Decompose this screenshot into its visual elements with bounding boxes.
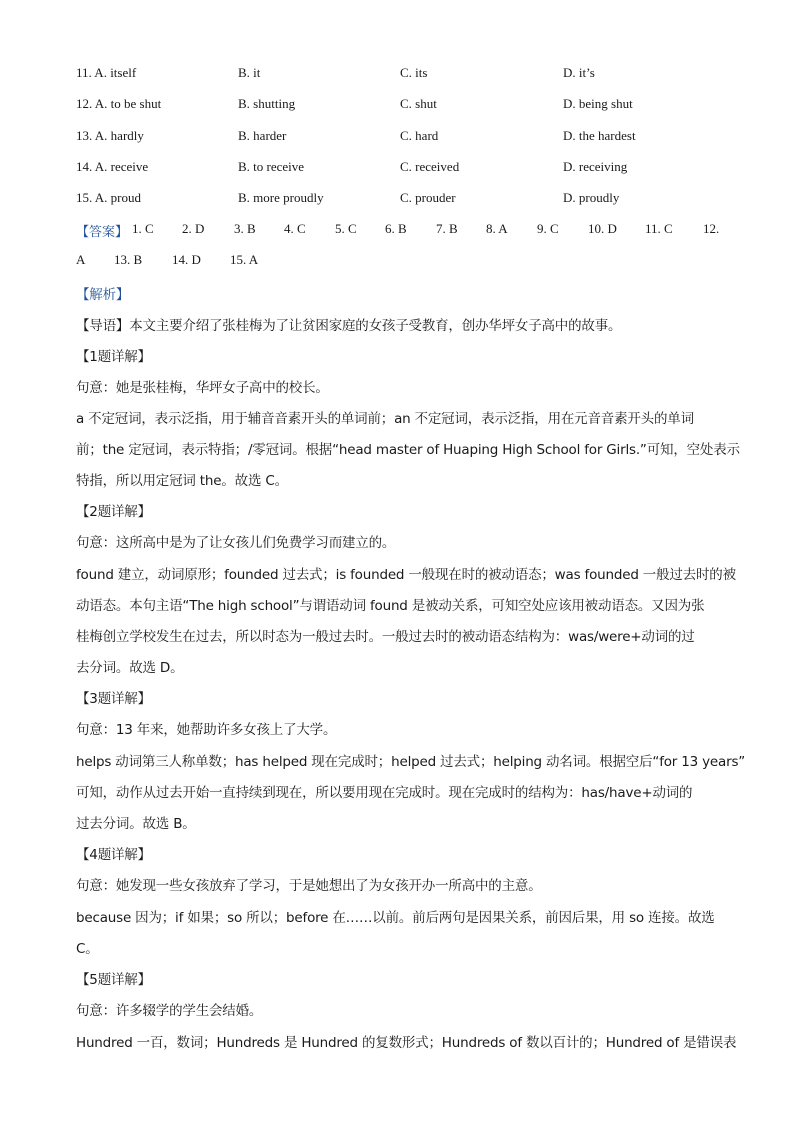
option-a: 14. A. receive xyxy=(76,159,149,174)
q2-explanation-line: found 建立，动词原形；founded 过去式；is founded 一般现在时的被动语态；was founded 一般过去时的被 xyxy=(76,567,736,583)
question-13-options xyxy=(0,128,794,148)
answer-item: 3. B xyxy=(234,221,256,236)
option-c: C. its xyxy=(400,65,428,80)
question-11-options xyxy=(0,65,794,85)
option-c: C. prouder xyxy=(400,190,456,205)
q3-meaning: 句意：13 年来，她帮助许多女孩上了大学。 xyxy=(76,722,337,738)
q4-explanation-line: C。 xyxy=(76,941,99,957)
answer-item: 5. C xyxy=(335,221,357,236)
option-d: D. receiving xyxy=(563,159,628,174)
answer-label: 【答案】 xyxy=(76,225,129,240)
option-b: B. harder xyxy=(238,128,287,143)
q3-explanation-line: 可知，动作从过去开始一直持续到现在，所以要用现在完成时。现在完成时的结构为：has/have+动词的 xyxy=(76,785,693,801)
option-c: C. shut xyxy=(400,96,437,111)
intro-text: 【导语】本文主要介绍了张桂梅为了让贫困家庭的女孩子受教育，创办华坪女子高中的故事。 xyxy=(76,318,622,334)
option-c: C. received xyxy=(400,159,460,174)
option-d: D. it’s xyxy=(563,65,595,80)
q4-meaning: 句意：她发现一些女孩放弃了学习，于是她想出了为女孩开办一所高中的主意。 xyxy=(76,878,542,894)
option-d: D. proudly xyxy=(563,190,620,205)
answer-item: 12. xyxy=(703,221,720,236)
q1-explanation-line: a 不定冠词，表示泛指，用于辅音音素开头的单词前；an 不定冠词，表示泛指，用在元音音素开头的单词 xyxy=(76,411,694,427)
q3-explanation-line: 过去分词。故选 B。 xyxy=(76,816,196,832)
q2-explanation-line: 桂梅创立学校发生在过去，所以时态为一般过去时。一般过去时的被动语态结构为：was/were+动词的过 xyxy=(76,629,695,645)
answer-item: 1. C xyxy=(132,221,154,236)
q5-heading: 【5题详解】 xyxy=(76,972,151,988)
q4-heading: 【4题详解】 xyxy=(76,847,151,863)
answer-item: 14. D xyxy=(172,252,201,267)
q5-meaning: 句意：许多辍学的学生会结婚。 xyxy=(76,1003,263,1019)
option-a: 11. A. itself xyxy=(76,65,137,80)
q2-heading: 【2题详解】 xyxy=(76,504,151,520)
q1-meaning: 句意：她是张桂梅，华坪女子高中的校长。 xyxy=(76,380,329,396)
q4-explanation-line: because 因为；if 如果；so 所以；before 在……以前。前后两句是因果关系，前因后果，用 so 连接。故选 xyxy=(76,910,715,926)
answer-item: 2. D xyxy=(182,221,205,236)
q5-explanation-line: Hundred 一百，数词；Hundreds 是 Hundred 的复数形式；Hundreds of 数以百计的；Hundred of 是错误表 xyxy=(76,1035,737,1051)
option-b: B. it xyxy=(238,65,261,80)
option-b: B. more proudly xyxy=(238,190,324,205)
question-15-options xyxy=(0,190,794,210)
q1-heading: 【1题详解】 xyxy=(76,349,151,365)
option-d: D. the hardest xyxy=(563,128,636,143)
answer-key-row-1 xyxy=(0,221,794,241)
question-12-options xyxy=(0,96,794,116)
q2-explanation-line: 动语态。本句主语“The high school”与谓语动词 found 是被动关系，可知空处应该用被动语态。又因为张 xyxy=(76,598,705,614)
answer-item: 13. B xyxy=(114,252,143,267)
analysis-title: 【解析】 xyxy=(76,287,130,303)
option-b: B. shutting xyxy=(238,96,296,111)
option-b: B. to receive xyxy=(238,159,305,174)
q2-explanation-line: 去分词。故选 D。 xyxy=(76,660,184,676)
option-c: C. hard xyxy=(400,128,439,143)
answer-key-row-2 xyxy=(0,252,794,272)
answer-item: 15. A xyxy=(230,252,259,267)
q3-explanation-line: helps 动词第三人称单数；has helped 现在完成时；helped 过去式；helping 动名词。根据空后“for 13 years” xyxy=(76,754,746,770)
q1-explanation-line: 特指，所以用定冠词 the。故选 C。 xyxy=(76,473,288,489)
answer-item: 4. C xyxy=(284,221,306,236)
answer-item: 8. A xyxy=(486,221,508,236)
answer-item: 9. C xyxy=(537,221,559,236)
answer-item: 7. B xyxy=(436,221,458,236)
option-d: D. being shut xyxy=(563,96,633,111)
q2-meaning: 句意：这所高中是为了让女孩儿们免费学习而建立的。 xyxy=(76,535,396,551)
option-a: 12. A. to be shut xyxy=(76,96,162,111)
option-a: 15. A. proud xyxy=(76,190,141,205)
answer-item: 10. D xyxy=(588,221,617,236)
option-a: 13. A. hardly xyxy=(76,128,144,143)
question-14-options xyxy=(0,159,794,179)
q1-explanation-line: 前；the 定冠词，表示特指；/零冠词。根据“head master of Huaping High School for Girls.”可知，空处表示 xyxy=(76,442,740,458)
q3-heading: 【3题详解】 xyxy=(76,691,151,707)
answer-item: 6. B xyxy=(385,221,407,236)
answer-item: A xyxy=(76,252,86,267)
answer-item: 11. C xyxy=(645,221,673,236)
